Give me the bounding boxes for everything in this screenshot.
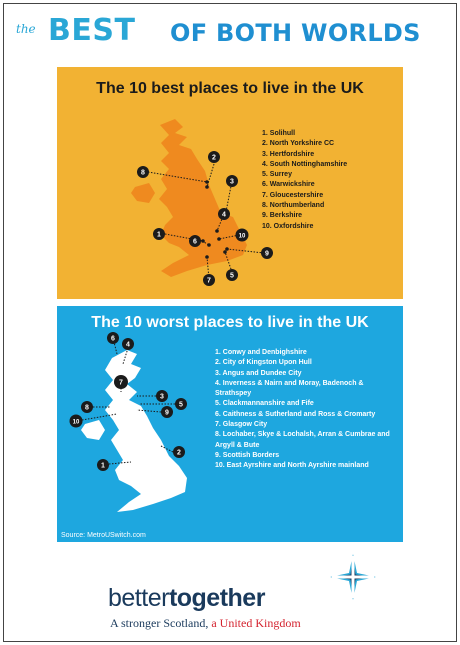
list-item: 4. Inverness & Nairn and Moray, Badenoch & Strathspey — [215, 379, 364, 398]
worst-marker-3-label: 3 — [160, 393, 164, 401]
list-item: 9. Berkshire — [262, 212, 303, 220]
list-item: 10. Oxfordshire — [262, 222, 314, 230]
great-britain-shape — [105, 350, 187, 512]
list-item: 8. Lochaber, Skye & Lochalsh, Arran & Cumbrae and Argyll & Bute — [215, 431, 390, 449]
worst-places-panel — [57, 306, 403, 542]
worst-marker-8-label: 8 — [85, 404, 89, 412]
list-item: 2. City of Kingston Upon Hull — [215, 359, 312, 367]
uk-map-best — [57, 67, 403, 299]
list-item: 7. Glasgow City — [215, 421, 268, 429]
worst-marker-4-label: 4 — [126, 341, 130, 349]
best-marker-10-label: 10 — [238, 233, 246, 240]
list-item: 1. Solihull — [262, 130, 296, 137]
worst-marker-2-label: 2 — [177, 449, 181, 457]
best-marker-2-label: 2 — [212, 154, 216, 162]
great-britain-shape — [159, 119, 247, 277]
header — [10, 10, 450, 50]
list-item: 7. Gloucestershire — [262, 191, 324, 199]
tagline-main: A stronger Scotland, — [110, 616, 209, 630]
list-item: 2. North Yorkshire CC — [262, 140, 335, 148]
list-item: 8. Northumberland — [262, 202, 325, 210]
best-marker-1-label: 1 — [157, 231, 161, 239]
list-item: 6. Caithness & Sutherland and Ross & Cromarty — [215, 410, 376, 418]
best-marker-4-label: 4 — [222, 211, 226, 219]
logo-better: better — [108, 584, 169, 612]
logo-together: together — [168, 584, 265, 612]
list-item: 4. South Nottinghamshire — [262, 160, 348, 168]
worst-marker-10-label: 10 — [72, 419, 80, 426]
best-places-panel — [57, 67, 403, 299]
northern-ireland-shape — [131, 183, 155, 203]
source-credit: Source: MetroUSwitch.com — [61, 532, 146, 539]
worst-places-list — [215, 348, 395, 472]
best-marker-6-label: 6 — [193, 238, 197, 246]
header-the: the — [16, 22, 36, 36]
best-marker-5-label: 5 — [230, 272, 234, 280]
best-panel-title: The 10 best places to live in the UK — [96, 80, 364, 97]
header-best: BEST — [48, 13, 136, 48]
list-item: 1. Conwy and Denbighshire — [215, 349, 307, 356]
list-item: 9. Scottish Borders — [215, 451, 280, 459]
tagline-uk: a United Kingdom — [211, 616, 301, 630]
worst-marker-6-label: 6 — [111, 335, 115, 343]
northern-ireland-shape — [81, 420, 105, 440]
list-item: 3. Hertfordshire — [262, 150, 315, 158]
list-item: 5. Surrey — [262, 171, 292, 179]
best-marker-3-label: 3 — [230, 178, 234, 186]
best-marker-8-label: 8 — [141, 169, 145, 177]
better-together-logo — [108, 584, 265, 613]
worst-panel-title: The 10 worst places to live in the UK — [91, 314, 369, 331]
best-marker-7-label: 7 — [207, 277, 211, 285]
list-item: 5. Clackmannanshire and Fife — [215, 400, 314, 408]
best-marker-9-label: 9 — [265, 250, 269, 258]
list-item: 3. Angus and Dundee City — [215, 369, 302, 377]
header-of-both-worlds: OF BOTH WORLDS — [170, 19, 421, 47]
worst-marker-7-label: 7 — [119, 379, 123, 387]
better-together-cross-logo — [330, 554, 376, 600]
best-places-list — [262, 129, 347, 232]
worst-marker-5-label: 5 — [179, 401, 183, 409]
worst-marker-1-label: 1 — [101, 462, 105, 470]
list-item: 6. Warwickshire — [262, 181, 315, 189]
tagline — [110, 616, 301, 631]
worst-marker-9-label: 9 — [165, 409, 169, 417]
list-item: 10. East Ayrshire and North Ayrshire mainland — [215, 462, 369, 470]
